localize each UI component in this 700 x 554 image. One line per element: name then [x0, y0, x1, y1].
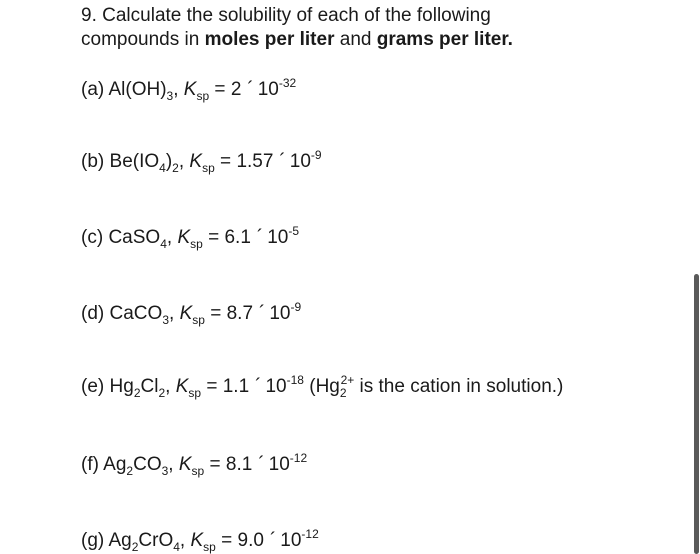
item-f: (f) $Ag_2CO_3$, $K_{sp} = 8.1$ ´ $10^{-12}$: [81, 451, 308, 478]
scrollbar-thumb[interactable]: [694, 274, 699, 554]
item-c: (c) CaSO$_4$, $K_{sp} = 6.1$ ´ $10^{-5}$: [81, 224, 300, 251]
item-e: (e) $Hg_2Cl_2$, $K_{sp} = 1.1$ ´ $10^{-18}$ ($Hg_2^{2+}$ is the cation in solution.): [81, 373, 564, 400]
question-heading: [81, 4, 513, 52]
question-line-1: 9. Calculate the solubility of each of the following: [81, 5, 491, 26]
item-d: (d) CaCO$_3$, $K_{sp} = 8.7$ ´ $10^{-9}$: [81, 300, 302, 327]
item-g: (g) $Ag_2CrO_4$, $K_{sp} = 9.0$ ´ $10^{-12}$: [81, 527, 319, 554]
item-b: (b) $Be(IO_4)_2$, $K_{sp} = 1.57$ ´ $10^{-9}$: [81, 148, 322, 175]
item-a: (a) $Al(OH)_3$, $K_{sp} = 2$ ´ $10^{-32}$: [81, 76, 297, 103]
question-line-2: compounds in moles per liter and grams per liter.: [81, 29, 513, 50]
